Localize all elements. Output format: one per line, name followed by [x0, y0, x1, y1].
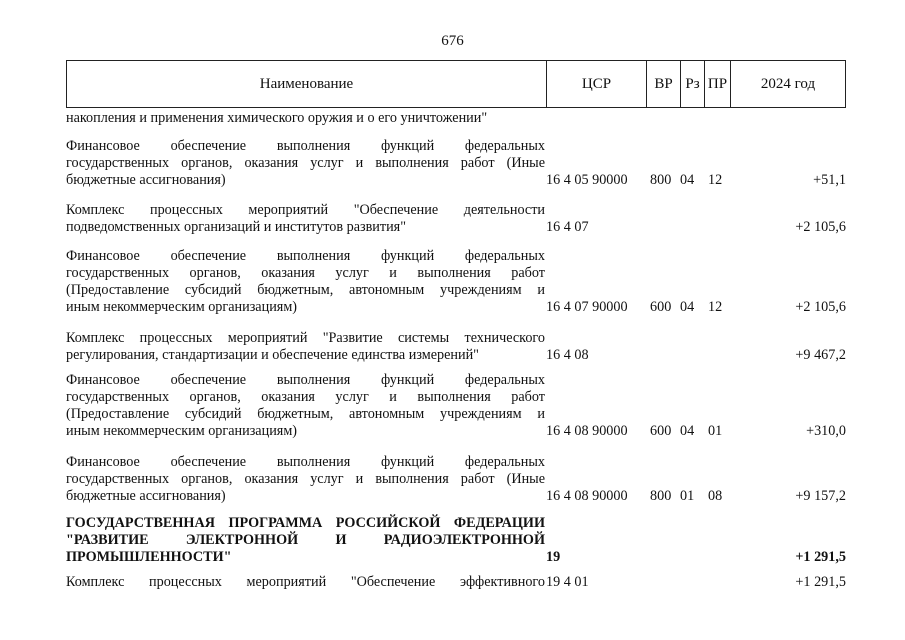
- row-amount: +51,1: [813, 172, 846, 188]
- row-name-line: Финансовое обеспечение выполнения функций федеральных: [66, 372, 545, 388]
- row-amount: +2 105,6: [795, 219, 846, 235]
- row-name-line: Финансовое обеспечение выполнения функций федеральных: [66, 248, 545, 264]
- row-csr: 16 4 08: [546, 347, 589, 363]
- row-name-line: (Предоставление субсидий бюджетным, автономным учреждениям и: [66, 282, 545, 298]
- row-name: [66, 372, 545, 440]
- row-vr: 800: [650, 172, 672, 188]
- row-name: [66, 330, 545, 364]
- row-amount: +310,0: [806, 423, 846, 439]
- row-amount: +9 157,2: [795, 488, 846, 504]
- row-name-line: Комплекс процессных мероприятий "Обеспечение деятельности: [66, 202, 545, 218]
- row-name: [66, 248, 545, 316]
- row-name: [66, 574, 545, 591]
- row-vr: 600: [650, 423, 672, 439]
- row-name-line: бюджетные ассигнования): [66, 488, 226, 504]
- row-amount: +1 291,5: [795, 549, 846, 565]
- row-amount: +2 105,6: [795, 299, 846, 315]
- header-year: 2024 год: [760, 75, 816, 92]
- row-name-line: Комплекс процессных мероприятий "Обеспечение эффективного: [66, 574, 545, 590]
- row-name-line: государственных органов, оказания услуг и выполнения работ (Иные: [66, 155, 545, 171]
- row-vr: 800: [650, 488, 672, 504]
- row-name: [66, 202, 545, 236]
- row-amount: +1 291,5: [795, 574, 846, 590]
- row-name-line: государственных органов, оказания услуг и выполнения работ: [66, 389, 545, 405]
- row-pr: 08: [708, 488, 723, 504]
- row-vr: 600: [650, 299, 672, 315]
- row-name-line: ПРОМЫШЛЕННОСТИ": [66, 549, 232, 565]
- row-pr: 01: [708, 423, 723, 439]
- row-name-line: Финансовое обеспечение выполнения функций федеральных: [66, 138, 545, 154]
- row-csr: 16 4 05 90000: [546, 172, 628, 188]
- row-name-line: ГОСУДАРСТВЕННАЯ ПРОГРАММА РОССИЙСКОЙ ФЕДЕРАЦИИ: [66, 515, 545, 531]
- row-pr: 12: [708, 172, 723, 188]
- row-csr: 16 4 07 90000: [546, 299, 628, 315]
- row-csr: 19: [546, 549, 561, 565]
- row-name-line: иным некоммерческим организациям): [66, 423, 298, 439]
- row-name: [66, 454, 545, 505]
- row-rz: 04: [680, 423, 695, 439]
- row-name: [66, 515, 545, 566]
- row-csr: 16 4 08 90000: [546, 423, 628, 439]
- row-name-line: бюджетные ассигнования): [66, 172, 226, 188]
- header-vr: ВР: [647, 61, 681, 107]
- row-name-line: иным некоммерческим организациям): [66, 299, 298, 315]
- row-name-line: подведомственных организаций и институтов развития": [66, 219, 406, 235]
- row-name-line: государственных органов, оказания услуг и выполнения работ: [66, 265, 545, 281]
- row-name-line: государственных органов, оказания услуг и выполнения работ (Иные: [66, 471, 545, 487]
- header-pr: ПР: [705, 61, 731, 107]
- row-csr: 16 4 07: [546, 219, 589, 235]
- row-pr: 12: [708, 299, 723, 315]
- row-name-line: "РАЗВИТИЕ ЭЛЕКТРОННОЙ И РАДИОЭЛЕКТРОННОЙ: [66, 532, 545, 548]
- header-csr: ЦСР: [547, 61, 647, 107]
- row-name-line: Комплекс процессных мероприятий "Развитие системы технического: [66, 330, 545, 346]
- row-name-line: (Предоставление субсидий бюджетным, автономным учреждениям и: [66, 406, 545, 422]
- row-name: [66, 110, 545, 127]
- row-rz: 01: [680, 488, 695, 504]
- header-rz: Рз: [681, 61, 705, 107]
- row-amount: +9 467,2: [795, 347, 846, 363]
- row-csr: 16 4 08 90000: [546, 488, 628, 504]
- row-name-line: Финансовое обеспечение выполнения функций федеральных: [66, 454, 545, 470]
- row-csr: 19 4 01: [546, 574, 589, 590]
- row-name-line: накопления и применения химического оружия и о его уничтожении": [66, 110, 488, 126]
- row-name: [66, 138, 545, 189]
- row-rz: 04: [680, 172, 695, 188]
- page-number: 676: [441, 33, 464, 49]
- row-rz: 04: [680, 299, 695, 315]
- table-header: [66, 60, 846, 108]
- header-name: Наименование: [67, 61, 547, 107]
- row-name-line: регулирования, стандартизации и обеспечение единства измерений": [66, 347, 479, 363]
